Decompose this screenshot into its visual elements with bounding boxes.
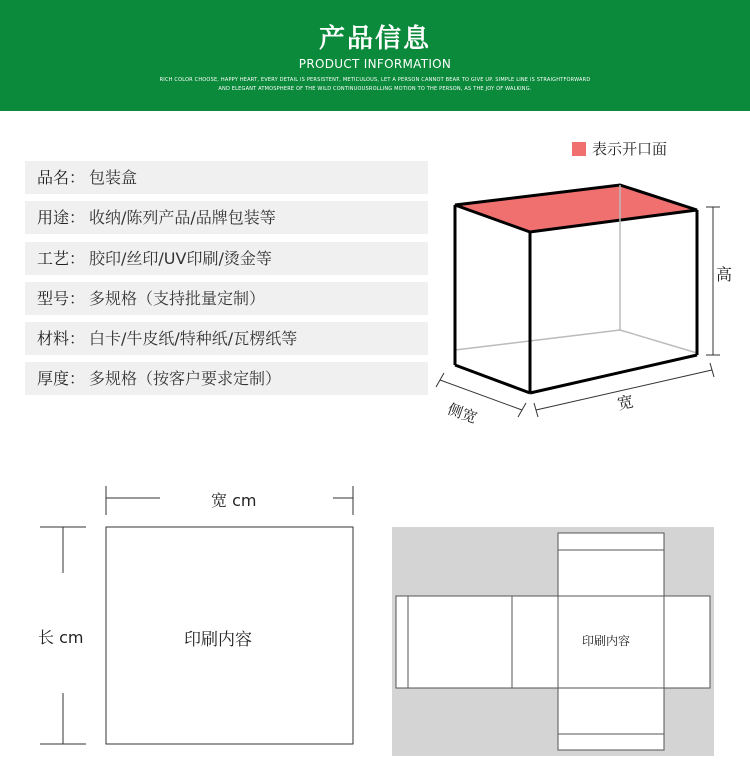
print-area-diagram [40,486,353,744]
dieline-side-panel [408,596,512,688]
dieline-tuck-flap-top [558,533,664,550]
dieline-content-label: 印刷内容 [582,634,631,648]
spec-value: 多规格（支持批量定制） [89,288,266,308]
spec-value: 收纳/陈列产品/品牌包装等 [89,208,276,228]
print-width-label: 宽 cm [211,491,257,510]
spec-value: 胶印/丝印/UV印刷/烫金等 [89,248,272,268]
box-edge [530,355,697,393]
box-edge [455,365,530,393]
spec-label: 材料： [37,329,86,349]
print-length-label: 长 cm [38,628,84,647]
spec-label: 用途： [37,208,86,228]
spec-label: 工艺： [37,248,86,268]
spec-label: 厚度： [37,369,86,389]
spec-label: 品名： [37,168,86,187]
tagline-line-2: AND ELEGANT ATMOSPHERE OF THE WILD CONTINUOUSROLLING MOTION TO THE PERSON, AS THE JOY OF WALKING. [218,86,532,92]
spec-label: 型号： [37,288,86,308]
dieline-glue-flap [396,596,408,688]
header-subtitle: PRODUCT INFORMATION [298,57,452,71]
dieline-end-panel [664,596,710,688]
width-label: 宽 [615,391,636,414]
dieline-top-panel [558,550,664,596]
open-face-top [455,185,697,232]
dieline-diagram [392,527,714,756]
dimension-tick [518,403,526,417]
dieline-end-panel [512,596,558,688]
hidden-edge [455,330,620,350]
header-title: 产品信息 [318,24,431,54]
depth-label: 侧宽 [445,399,480,428]
legend-label: 表示开口面 [592,140,668,158]
height-label: 高 [716,265,733,284]
tagline-line-1: RICH COLOR CHOOSE, HAPPY HEART, EVERY DETAIL IS PERSISTENT, METICULOUS, LET A PERSON CANNOT BEAR TO GIVE UP. SIMPLE LINE IS STRAIGHTFORWARD [159,77,591,83]
spec-value: 包装盒 [89,168,138,187]
spec-value: 白卡/牛皮纸/特种纸/瓦楞纸等 [89,329,298,349]
box-3d-diagram [436,185,720,417]
dieline-tuck-flap-bottom [558,734,664,750]
dimension-tick [436,373,444,387]
hidden-edge [620,330,697,353]
print-area-content-label: 印刷内容 [184,630,252,650]
spec-value: 多规格（按客户要求定制） [89,369,282,389]
dieline-bottom-panel [558,688,664,734]
